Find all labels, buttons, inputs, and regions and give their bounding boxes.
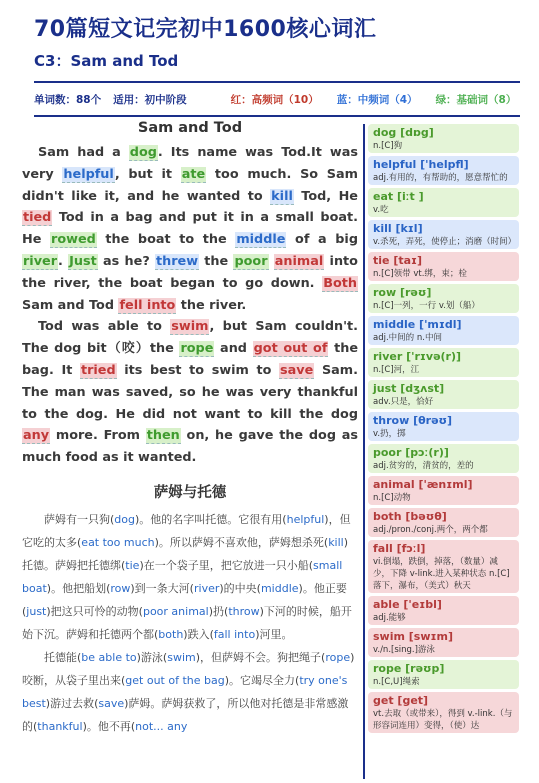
vocab-card (368, 596, 519, 625)
text-segment: the (199, 253, 234, 269)
text-segment: and (214, 341, 253, 357)
legend-red: 红：高频词（10） (230, 94, 319, 106)
text-segment: 萨姆有一只狗( (44, 512, 115, 526)
text-segment: )游过去救( (45, 696, 99, 710)
english-gloss: helpful (286, 512, 325, 526)
vocab-highlight: Both (323, 275, 357, 291)
vocab-definition: n.[C,U]绳索 (373, 677, 420, 687)
vocab-definition: adj.有用的，有帮助的，愿意帮忙的 (373, 173, 508, 183)
english-gloss: both (158, 627, 184, 641)
text-segment: more. From (50, 428, 146, 444)
text-segment: )下河的时候，船开始下沉。萨姆和托德两个都( (22, 604, 352, 641)
text-segment: of a big (286, 232, 358, 248)
text-segment: )的中央( (219, 581, 261, 595)
vocab-headword: throw [θrəʊ] (373, 414, 453, 427)
text-segment: the bag. It (22, 341, 358, 378)
vocab-headword: kill [kɪl] (373, 222, 423, 235)
vocab-headword: eat [iːt ] (373, 190, 424, 203)
vocab-highlight: dog (129, 145, 157, 160)
vocab-headword: just [dʒʌst] (373, 382, 445, 395)
vocab-highlight: poor (234, 253, 268, 269)
english-gloss: try one's best (22, 673, 348, 710)
vocab-highlight: tried (80, 362, 116, 378)
english-gloss: save (98, 696, 125, 710)
english-gloss: poor animal (142, 604, 209, 618)
text-segment: Sam. The man was saved, so he was very thankful to the dog. He did not want to kill the dog (22, 362, 359, 422)
vocab-card (368, 412, 519, 441)
text-segment: . (58, 253, 69, 269)
text-segment: )。所以萨姆不喜欢他，萨姆想杀死( (154, 535, 329, 549)
vocab-card (368, 316, 519, 345)
english-gloss: fall into (213, 627, 256, 641)
text-segment: )跌入( (183, 627, 214, 641)
text-segment: , but it (114, 166, 181, 182)
english-gloss: just (26, 604, 47, 618)
story-title: Sam and Tod (137, 120, 243, 136)
vocab-headword: get [get] (373, 694, 429, 707)
vocab-headword: poor [pɔː(r)] (373, 446, 449, 459)
vocab-definition: adj.贫穷的，清贫的，差的 (373, 461, 474, 471)
vocab-highlight: got out of (253, 341, 328, 357)
text-segment: its best to swim to (116, 362, 280, 378)
english-gloss: throw (228, 604, 260, 618)
vocab-definition: v./n.[sing.]游泳 (373, 645, 435, 655)
vocab-highlight: then (146, 428, 180, 444)
level-label: 适用：初中阶段 (113, 94, 187, 106)
vocab-definition: v.吃 (373, 205, 389, 215)
vocab-card (368, 124, 519, 153)
english-gloss: middle (260, 581, 299, 595)
vocab-card (368, 156, 519, 185)
vocab-highlight: tied (23, 210, 52, 226)
vocab-definition: vi.倒塌，跌倒，掉落，（数量）减少，下降 v-link.进入某种状态 n.[C]落下，瀑布，（美式）秋天 (373, 557, 510, 591)
vocab-headword: middle ['mɪdl] (373, 318, 462, 331)
vocab-headword: able ['eɪbl] (373, 598, 442, 611)
vocab-card (368, 476, 519, 505)
vocab-card (368, 252, 519, 281)
vocab-definition: n.[C]狗 (373, 141, 403, 151)
page-title: 70篇短文记完初中1600核心词汇 (34, 17, 377, 42)
vocab-card (368, 660, 519, 689)
vocab-card (368, 628, 519, 657)
text-segment: )到一条大河( (130, 581, 194, 595)
text-segment: )，但萨姆不会。狗把绳子( (195, 650, 326, 664)
text-segment: )扔( (208, 604, 229, 618)
vocab-definition: adj.中间的 n.中间 (373, 333, 442, 343)
vocab-card (368, 284, 519, 313)
english-gloss: thankful (37, 719, 83, 733)
text-segment: )河里。 (255, 627, 293, 641)
vocab-card (368, 348, 519, 377)
vocab-headword: row [rəʊ] (373, 286, 432, 299)
english-paragraph (22, 142, 358, 316)
vocab-highlight: fell into (119, 297, 176, 313)
legend-blue: 蓝：中频词（4） (336, 94, 418, 106)
legend-green: 绿：基础词（8） (435, 94, 517, 106)
vocab-highlight: river (23, 253, 58, 269)
vocab-highlight: rope (180, 341, 214, 357)
text-segment: )在一个袋子里，把它放进一只小船( (139, 558, 314, 572)
text-segment: )咬断，从袋子里出来( (22, 650, 355, 687)
english-gloss: small boat (22, 558, 343, 595)
vocab-card (368, 220, 519, 249)
english-gloss: be able to (81, 650, 137, 664)
english-gloss: not... any (135, 719, 188, 733)
vocab-definition: n.[C]河，江 (373, 365, 420, 375)
vocab-highlight: middle (236, 232, 286, 248)
chinese-paragraph (22, 508, 358, 646)
text-segment: as he? (97, 253, 155, 269)
chinese-title: 萨姆与托德 (153, 484, 227, 501)
text-segment: )，但它吃的太多( (22, 512, 351, 549)
column-divider (363, 124, 365, 779)
text-segment: Sam and Tod (22, 297, 119, 313)
page-subtitle: C3：Sam and Tod (34, 52, 179, 70)
text-segment: too much. So Sam didn't like it, and he wanted to (22, 166, 358, 204)
story-column (22, 120, 358, 738)
vocab-highlight: kill (271, 188, 293, 204)
word-count: 单词数：88个 (34, 94, 102, 106)
vocab-headword: helpful ['helpfl] (373, 158, 469, 171)
english-gloss: river (193, 581, 220, 595)
text-segment: )。他把船划( (46, 581, 111, 595)
meta-row (34, 92, 520, 107)
english-gloss: eat too much (81, 535, 155, 549)
vocab-headword: both [bəʊθ] (373, 510, 447, 523)
vocab-highlight: Just (69, 253, 97, 269)
text-segment: 托德能( (44, 650, 82, 664)
vocab-highlight: threw (156, 253, 199, 269)
text-segment: )把这只可怜的动物( (46, 604, 143, 618)
vocab-card (368, 444, 519, 473)
vocab-highlight: ate (181, 166, 206, 182)
text-segment (269, 254, 274, 269)
vocab-headword: tie [taɪ] (373, 254, 423, 267)
vocab-definition: n.[C]一列，一行 v.划（船） (373, 301, 480, 311)
vocab-headword: rope [rəʊp] (373, 662, 445, 675)
english-paragraph (22, 316, 358, 469)
vocab-headword: swim [swɪm] (373, 630, 453, 643)
english-gloss: kill (328, 535, 344, 549)
vocab-card (368, 508, 519, 537)
text-segment: Tod, He (293, 188, 358, 204)
vocab-card (368, 540, 519, 593)
english-gloss: tie (125, 558, 140, 572)
text-segment: )。他不再( (82, 719, 136, 733)
chinese-paragraph (22, 646, 358, 738)
vocab-definition: v.扔，掷 (373, 429, 406, 439)
english-gloss: row (110, 581, 131, 595)
vocab-highlight: any (23, 428, 50, 444)
vocab-card (368, 692, 519, 733)
text-segment: , but Sam couldn't. The dog bit（咬）the (22, 319, 358, 357)
english-text (22, 142, 358, 469)
text-segment: Tod in a bag and put it in a small boat. He (22, 210, 358, 248)
vocab-definition: adj./pron./conj.两个，两个都 (373, 525, 488, 535)
vocab-highlight: swim (171, 319, 209, 335)
vocab-card (368, 380, 519, 409)
vocab-headword: dog [dɒg] (373, 126, 434, 139)
vocab-definition: adj.能够 (373, 613, 406, 623)
text-segment: Tod was able to (38, 319, 171, 335)
text-segment: on, he gave the dog as much food as it wanted. (22, 428, 359, 466)
text-segment: the river. (176, 297, 247, 313)
text-segment: the boat to the (96, 232, 236, 248)
chinese-text (22, 508, 358, 738)
vocab-list (368, 124, 519, 779)
vocab-headword: animal ['ænɪml] (373, 478, 473, 491)
vocab-card (368, 188, 519, 217)
text-segment: )。他正要( (22, 581, 347, 618)
english-gloss: rope (325, 650, 351, 664)
english-gloss: swim (167, 650, 196, 664)
text-segment: )。他的名字叫托德。它很有用( (135, 512, 287, 526)
vocab-highlight: rowed (51, 232, 96, 248)
vocab-headword: river ['rɪvə(r)] (373, 350, 462, 363)
text-segment: )。它竭尽全力( (224, 673, 300, 687)
text-segment: . Its name was Tod.It was very (22, 145, 359, 182)
divider-meta (34, 115, 520, 117)
vocab-highlight: helpful (63, 166, 114, 182)
text-segment: Sam had a (38, 145, 129, 160)
vocab-definition: n.[C]领带 vt.绑，束；栓 (373, 269, 467, 279)
vocab-definition: vt.去取（或带来），得到 v.-link.（与形容词连用）变得，（使）达 (373, 709, 513, 731)
vocab-headword: fall [fɔːl] (373, 542, 426, 555)
vocab-definition: n.[C]动物 (373, 493, 411, 503)
vocab-definition: v.杀死，弄死，使停止；消磨（时间） (373, 237, 517, 247)
vocab-highlight: animal (274, 253, 324, 269)
divider-top (34, 81, 520, 83)
text-segment: into the river, the boat began to go down. (22, 253, 358, 291)
vocab-definition: adv.只是，恰好 (373, 397, 434, 407)
text-segment: )托德。萨姆把托德绑( (22, 535, 349, 572)
english-gloss: get out of the bag (125, 673, 225, 687)
text-segment: )萨姆。萨姆获救了，所以他对托德是非常感激的( (22, 696, 349, 733)
text-segment: )游泳( (136, 650, 168, 664)
vocab-highlight: save (280, 362, 314, 378)
english-gloss: dog (114, 512, 135, 526)
